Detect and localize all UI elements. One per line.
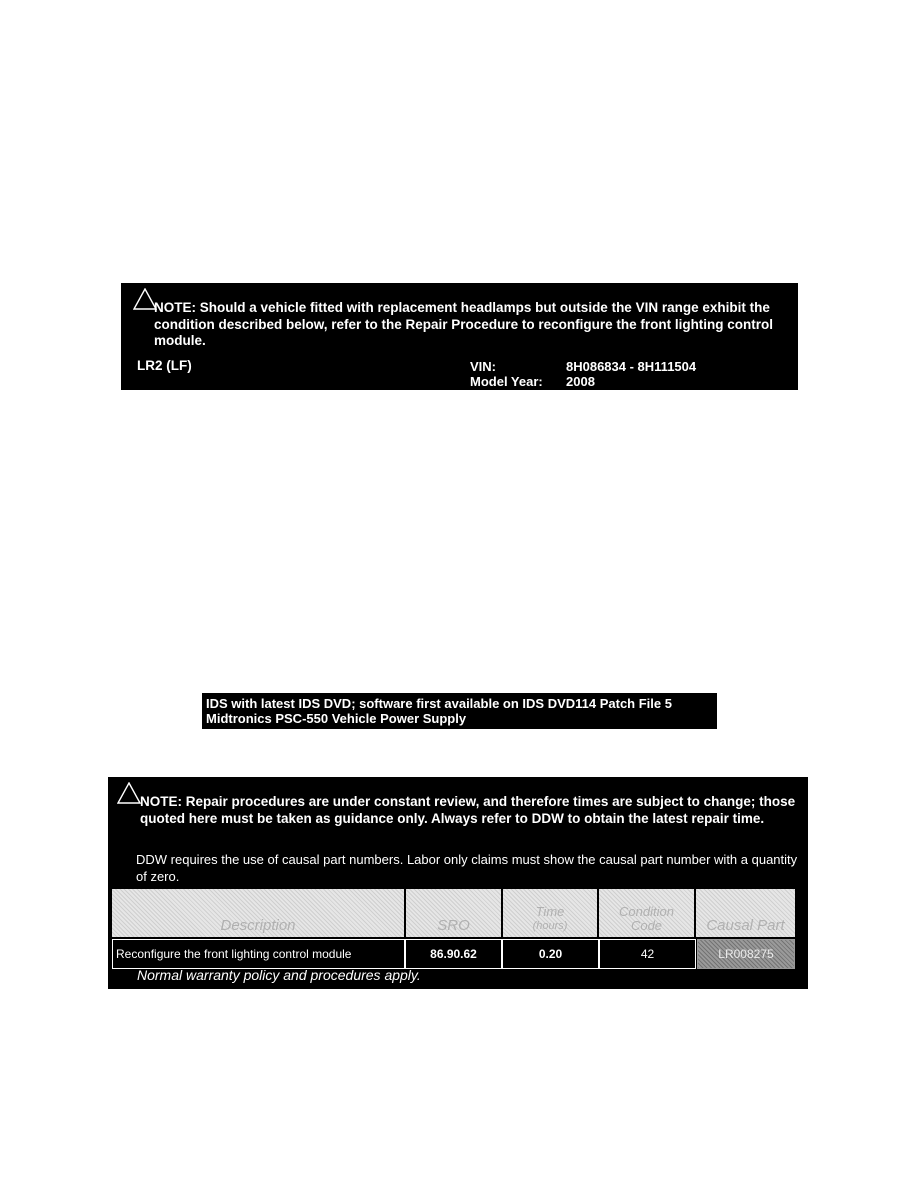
repair-table xyxy=(112,889,795,969)
note-text: NOTE: Should a vehicle fitted with replacement headlamps but outside the VIN range exhibit the condition described below, refer to the Repair Procedure to reconfigure the front lighting control module. xyxy=(154,300,774,348)
model-year-label: Model Year: xyxy=(470,374,543,389)
cell-sro: 86.90.62 xyxy=(405,939,502,969)
note-text: NOTE: Repair procedures are under constant review, and therefore times are subject to change; those quoted here must be taken as guidance only. Always refer to DDW to obtain the latest repair time. xyxy=(140,794,796,826)
repair-time-note xyxy=(108,777,808,989)
model-year-value: 2008 xyxy=(566,374,595,389)
required-tools-box xyxy=(202,693,717,729)
header-causal-part: Causal Part xyxy=(696,889,795,937)
vin-value: 8H086834 - 8H111504 xyxy=(566,359,697,374)
tool-item: IDS with latest IDS DVD; software first available on IDS DVD114 Patch File 5 xyxy=(206,696,672,711)
cell-description: Reconfigure the front lighting control module xyxy=(112,939,405,969)
cell-time: 0.20 xyxy=(502,939,599,969)
vin-range-note xyxy=(121,283,798,390)
model-name: LR2 (LF) xyxy=(137,358,192,373)
tool-item: Midtronics PSC-550 Vehicle Power Supply xyxy=(206,711,467,726)
warning-triangle-icon xyxy=(117,782,141,804)
ddw-info: DDW requires the use of causal part numbers. Labor only claims must show the causal part number with a quantity of zero. xyxy=(136,852,798,884)
header-description: Description xyxy=(112,889,404,937)
header-time: Time (hours) xyxy=(503,889,597,937)
warranty-note: Normal warranty policy and procedures apply. xyxy=(137,967,421,983)
vin-label: VIN: xyxy=(470,359,496,374)
header-sro: SRO xyxy=(406,889,501,937)
cell-causal-part: LR008275 xyxy=(697,939,795,969)
header-condition-code: Condition Code xyxy=(599,889,694,937)
cell-condition-code: 42 xyxy=(599,939,696,969)
